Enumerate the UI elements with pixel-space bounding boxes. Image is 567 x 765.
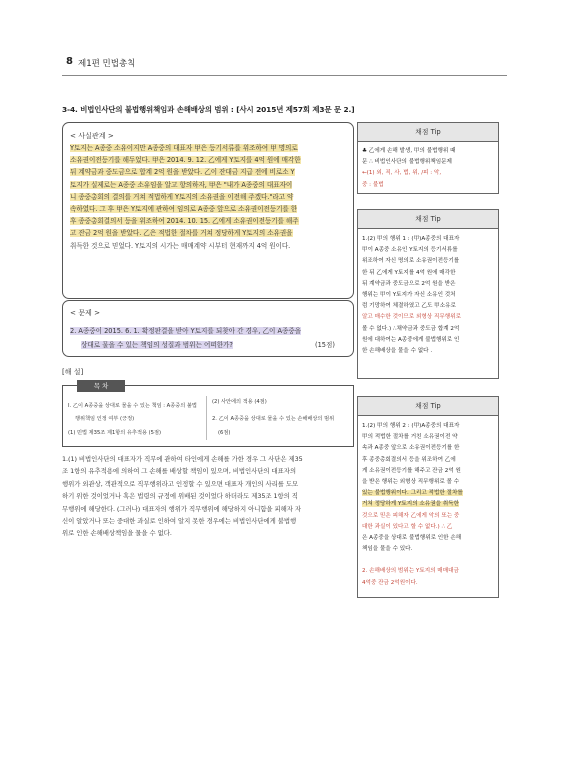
facts-line: 고 잔금 2억 원을 받았다. 乙은 적법한 절차를 거쳐 정당하게 Y토지의 소유권을 [70, 229, 293, 238]
question-line: 2. A종중이 2015. 6. 1. 확정판결을 받아 Y토지를 되찾아 간 경우, 乙이 A종중을 [70, 327, 302, 335]
tip-line: 속과 A종중 앞으로 소유권이전등기를 한 [362, 445, 460, 452]
tip-line: 게 소유권이전등기를 해주고 잔금 2억 원 [362, 467, 461, 474]
tip-line: 것으로 믿은 피해자 乙에게 악의 또는 중 [362, 512, 460, 519]
tip-line: 책임을 물을 수 있다. [362, 546, 413, 553]
body-line: 무행위에 해당한다. (그러나) 대표자의 행위가 직무행위에 해당하지 아니함을 피해자 자 [62, 504, 302, 513]
tip-line: 한 손해배상을 물을 수 없다 . [362, 347, 433, 354]
toc-box [62, 382, 354, 447]
facts-line: Y토지는 A종중 소유이지만 A종중의 대표자 甲은 등기서류를 위조하여 甲 명의로 [70, 144, 298, 152]
toc-item: Ⅰ. 乙이 A종중을 상대로 물을 수 있는 책임 : A종중의 불법 [68, 403, 197, 409]
tip-line: 문 ∴ 비법인사단의 불법행위책임문제 [362, 159, 452, 166]
answer-label: [해 설] [62, 368, 84, 376]
tip-line: 대한 과실이 있다고 할 수 없다.) ∴ 乙 [362, 523, 453, 530]
tip-line: 있는 불법행위이다. 그리고 적법한 절차를 [362, 490, 463, 497]
toc-item: 2. 乙이 A종중을 상대로 물을 수 있는 손해배상의 범위 [212, 416, 335, 422]
toc-heading: 목 차 [77, 380, 125, 392]
question-points: (15점) [315, 341, 335, 349]
grading-tip-box [357, 122, 499, 194]
tip-line: 원에 대하여는 A종중에게 불법행위로 인 [362, 336, 460, 343]
tip-line: 뒤 계약금과 중도금으로 2억 원을 받은 [362, 280, 456, 287]
tip-line: 甲이 A종중 소유인 Y토지의 등기서류를 [362, 247, 458, 254]
question-line: 상대로 물을 수 있는 책임의 성질과 범위는 어떠한가? [81, 341, 233, 349]
toc-item: 행위책임 인정 여부 (긍정) [75, 416, 135, 422]
page-number: 8 [66, 56, 73, 67]
question-label: < 문제 > [70, 308, 101, 317]
toc-item: (1) 민법 제35조 제1항의 유추적용 (5점) [68, 430, 161, 436]
tip-line: 1.(2) 甲의 행위 2 : (甲)A종중의 대표자 [362, 423, 460, 429]
tip-line: 4억중 잔금 2억원이다. [362, 579, 418, 586]
tip-heading: 채점 Tip [357, 396, 499, 416]
grading-tip-box [357, 209, 499, 379]
facts-label: < 사실관계 > [70, 131, 114, 140]
tip-heading: 채점 Tip [357, 209, 499, 229]
grading-tip-box [357, 396, 499, 598]
facts-box [62, 122, 354, 299]
tip-line: ←(1) 외, 직, 사, 법, 위, /피 : 악, [362, 170, 442, 177]
body-line: 하기 위한 것이었거나 혹은 법령의 규정에 위배된 것이었다 하더라도 제35조 1항의 직 [62, 492, 298, 501]
tip-line [362, 555, 494, 566]
tip-line: 거쳐 정당하게 Y토지의 소유권을 취득한 [362, 501, 459, 508]
tip-line: 1.(2) 甲의 행위 1 : (甲)A종중의 대표자 [362, 236, 460, 242]
facts-line: 토지가 실제로는 A종중 소유임을 알고 항의하자, 甲은 "내가 A종중의 대표자이 [70, 180, 293, 189]
toc-item: (2) 사안에의 적용 (4점) [212, 399, 267, 405]
facts-line: 속하였다. 그 후 甲은 Y토지에 관하여 임의로 A종중 앞으로 소유권이전등기를 한 [70, 204, 298, 213]
tip-line: 럼 기망하여 체결하였고 乙도 甲소유로 [362, 303, 456, 310]
tip-line: 은 A종중을 상대로 불법행위로 인한 손해 [362, 534, 462, 541]
tip-line: 위조하여 자신 명의로 소유권이전등기를 [362, 258, 460, 265]
tip-heading: 채점 Tip [357, 122, 499, 142]
question-box [62, 300, 354, 357]
tip-line: 甲의 적법한 절차를 거친 소유권이전 약 [362, 434, 458, 441]
section-title: 3-4. 비법인사단의 불법행위책임과 손해배상의 범위 : [사시 2015년 제57회 제3문 문 2.] [62, 105, 355, 114]
header-divider [62, 75, 507, 76]
tip-line: 후 종중총회결의서 등을 위조하여 乙에 [362, 456, 456, 463]
tip-line: 2. 손해배상의 범위는 Y토지의 매매대금 [362, 568, 459, 575]
facts-line: 소유권이전등기를 해두었다. 甲은 2014. 9. 12. 乙에게 Y토지를 4억 원에 매각한 [70, 156, 301, 165]
body-line: 행위가 외관상, 객관적으로 직무행위라고 인정할 수 있으면 대표자 개인의 사리를 도모 [62, 479, 299, 488]
body-line: 조 1항의 유추적용에 의하여 그 손해를 배상할 책임이 있으며, 비법인사단의 대표자의 [62, 467, 297, 476]
tip-line: 한 뒤 乙에게 Y토지를 4억 원에 매각한 [362, 269, 456, 276]
tip-line: 볼 수 없다.) ∴채약금과 중도금 합계 2억 [362, 325, 460, 332]
explanation-body [62, 453, 352, 540]
body-line: 위로 인한 손해배상책임을 물을 수 없다. [62, 529, 172, 538]
facts-line: 취득한 것으로 믿었다. Y토지의 시가는 매매계약 시부터 현재까지 4억 원이다. [70, 241, 291, 250]
body-line: 신이 알았거나 또는 중대한 과실로 인하여 알지 못한 경우에는 비법인사단에게 불법행 [62, 516, 297, 525]
body-line: 1.(1) 비법인사단의 대표자가 직무에 관하여 타인에게 손해를 가한 경우 그 사단은 제35 [62, 455, 303, 463]
toc-item: (6점) [218, 430, 231, 436]
tip-line: 중 : 불법 [362, 181, 384, 188]
facts-line: 니 종중총회의 결의를 거쳐 적법하게 Y토지의 소유권을 이전해 주겠다."라고 약 [70, 192, 294, 201]
part-title: 제1편 민법총칙 [78, 59, 136, 69]
tip-line: ♣ 乙에게 손해 발생, 甲의 불법행위 때 [362, 148, 456, 154]
toc-divider [206, 396, 207, 440]
tip-line: 알고 매수한 것이므로 외형상 직무행위로 [362, 314, 461, 321]
tip-line: 을 받은 행위는 외형상 직무행위로 볼 수 [362, 478, 460, 485]
facts-line: 뒤 계약금과 중도금으로 합계 2억 원을 받았다. 乙이 잔대금 지급 전에 비로소 Y [70, 168, 295, 177]
tip-line: 행위는 甲이 Y토지가 자신 소유인 것처 [362, 291, 456, 298]
facts-line: 후 종중총회결의서 등을 위조하여 2014. 10. 15. 乙에게 소유권이전등기를 해주 [70, 217, 299, 226]
